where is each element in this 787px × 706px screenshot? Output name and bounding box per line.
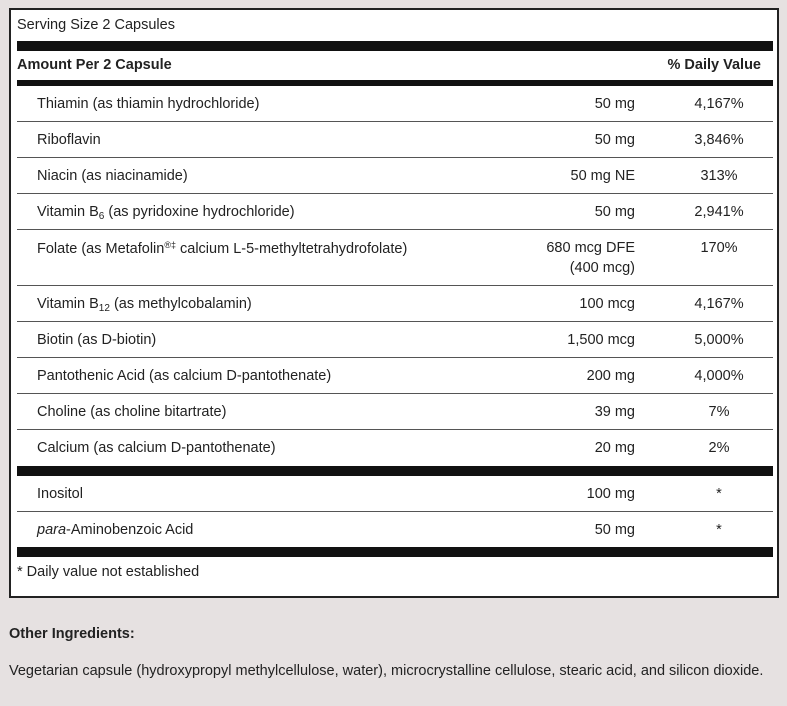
nutrient-name: Inositol	[37, 486, 83, 502]
nutrient-dv: 4,167%	[694, 96, 744, 112]
nutrient-amount: 100 mg	[586, 486, 635, 502]
nutrient-name: Vitamin $B_6$ (as pyridoxine hydrochloride)	[37, 204, 295, 222]
table-row	[17, 476, 773, 512]
nutrient-name: Niacin (as niacinamide)	[37, 168, 188, 184]
table-row	[17, 286, 773, 322]
nutrient-amount: 200 mg	[586, 368, 635, 384]
thick-divider-bottom	[17, 547, 773, 557]
nutrient-amount: 39 mg	[594, 404, 635, 420]
nutrient-name: para-Aminobenzoic Acid	[37, 522, 194, 538]
nutrient-name: Choline (as choline bitartrate)	[37, 404, 227, 420]
nutrient-dv: 4,000%	[694, 368, 744, 384]
nutrient-list-1	[17, 86, 773, 465]
nutrient-name: Vitamin $B_{12}$ (as methylcobalamin)	[37, 296, 252, 314]
table-row	[17, 358, 773, 394]
table-row	[17, 230, 773, 286]
nutrient-amount: 50 mg	[594, 522, 635, 538]
nutrient-dv: 4,167%	[694, 296, 744, 312]
other-ingredients-title: Other Ingredients:	[9, 626, 135, 642]
nutrient-name: Calcium (as calcium D-pantothenate)	[37, 440, 276, 456]
nutrient-dv: 7%	[708, 404, 730, 420]
thick-divider-middle	[17, 466, 773, 476]
table-row	[17, 394, 773, 430]
nutrient-dv: *	[716, 486, 722, 502]
nutrient-dv: 2%	[708, 440, 730, 456]
footnote: * Daily value not established	[17, 564, 200, 580]
amount-header: Amount Per 2 Capsule	[17, 57, 172, 73]
table-row	[17, 322, 773, 358]
table-row	[17, 512, 773, 547]
nutrient-name: Thiamin (as thiamin hydrochloride)	[37, 96, 260, 112]
table-row	[17, 194, 773, 230]
nutrient-dv: 3,846%	[694, 132, 744, 148]
nutrient-dv: 5,000%	[694, 332, 744, 348]
supplement-facts-panel	[9, 8, 779, 598]
nutrient-amount: 50 mg	[594, 204, 635, 220]
nutrient-amount: 50 mg NE	[570, 168, 635, 184]
nutrient-amount: 50 mg	[594, 96, 635, 112]
nutrient-dv: 2,941%	[694, 204, 744, 220]
nutrient-name: Pantothenic Acid (as calcium D-pantothenate)	[37, 368, 332, 384]
nutrient-name: Biotin (as D-biotin)	[37, 332, 157, 348]
table-row	[17, 158, 773, 194]
other-ingredients-text: Vegetarian capsule (hydroxypropyl methylcellulose, water), microcrystalline cellulose, stearic acid, and silicon dioxide.	[9, 663, 764, 679]
nutrient-name: Riboflavin	[37, 132, 101, 148]
nutrient-dv: 313%	[700, 168, 738, 184]
nutrient-name: Folate (as Metafolin®‡ calcium L-5-methyltetrahydrofolate)	[37, 240, 408, 257]
daily-value-header: % Daily Value	[667, 57, 761, 73]
nutrient-list-2	[17, 476, 773, 547]
nutrient-amount: 680 mcg DFE (400 mcg)	[546, 240, 635, 276]
nutrient-amount: 20 mg	[594, 440, 635, 456]
table-row	[17, 430, 773, 465]
thick-divider-top	[17, 41, 773, 51]
nutrient-amount: 50 mg	[594, 132, 635, 148]
nutrient-amount: 100 mcg	[579, 296, 635, 312]
table-header	[17, 55, 773, 79]
nutrient-dv: *	[716, 522, 722, 538]
table-row	[17, 86, 773, 122]
nutrient-amount: 1,500 mcg	[567, 332, 635, 348]
nutrient-dv: 170%	[700, 240, 738, 256]
serving-size: Serving Size 2 Capsules	[17, 17, 175, 33]
table-row	[17, 122, 773, 158]
